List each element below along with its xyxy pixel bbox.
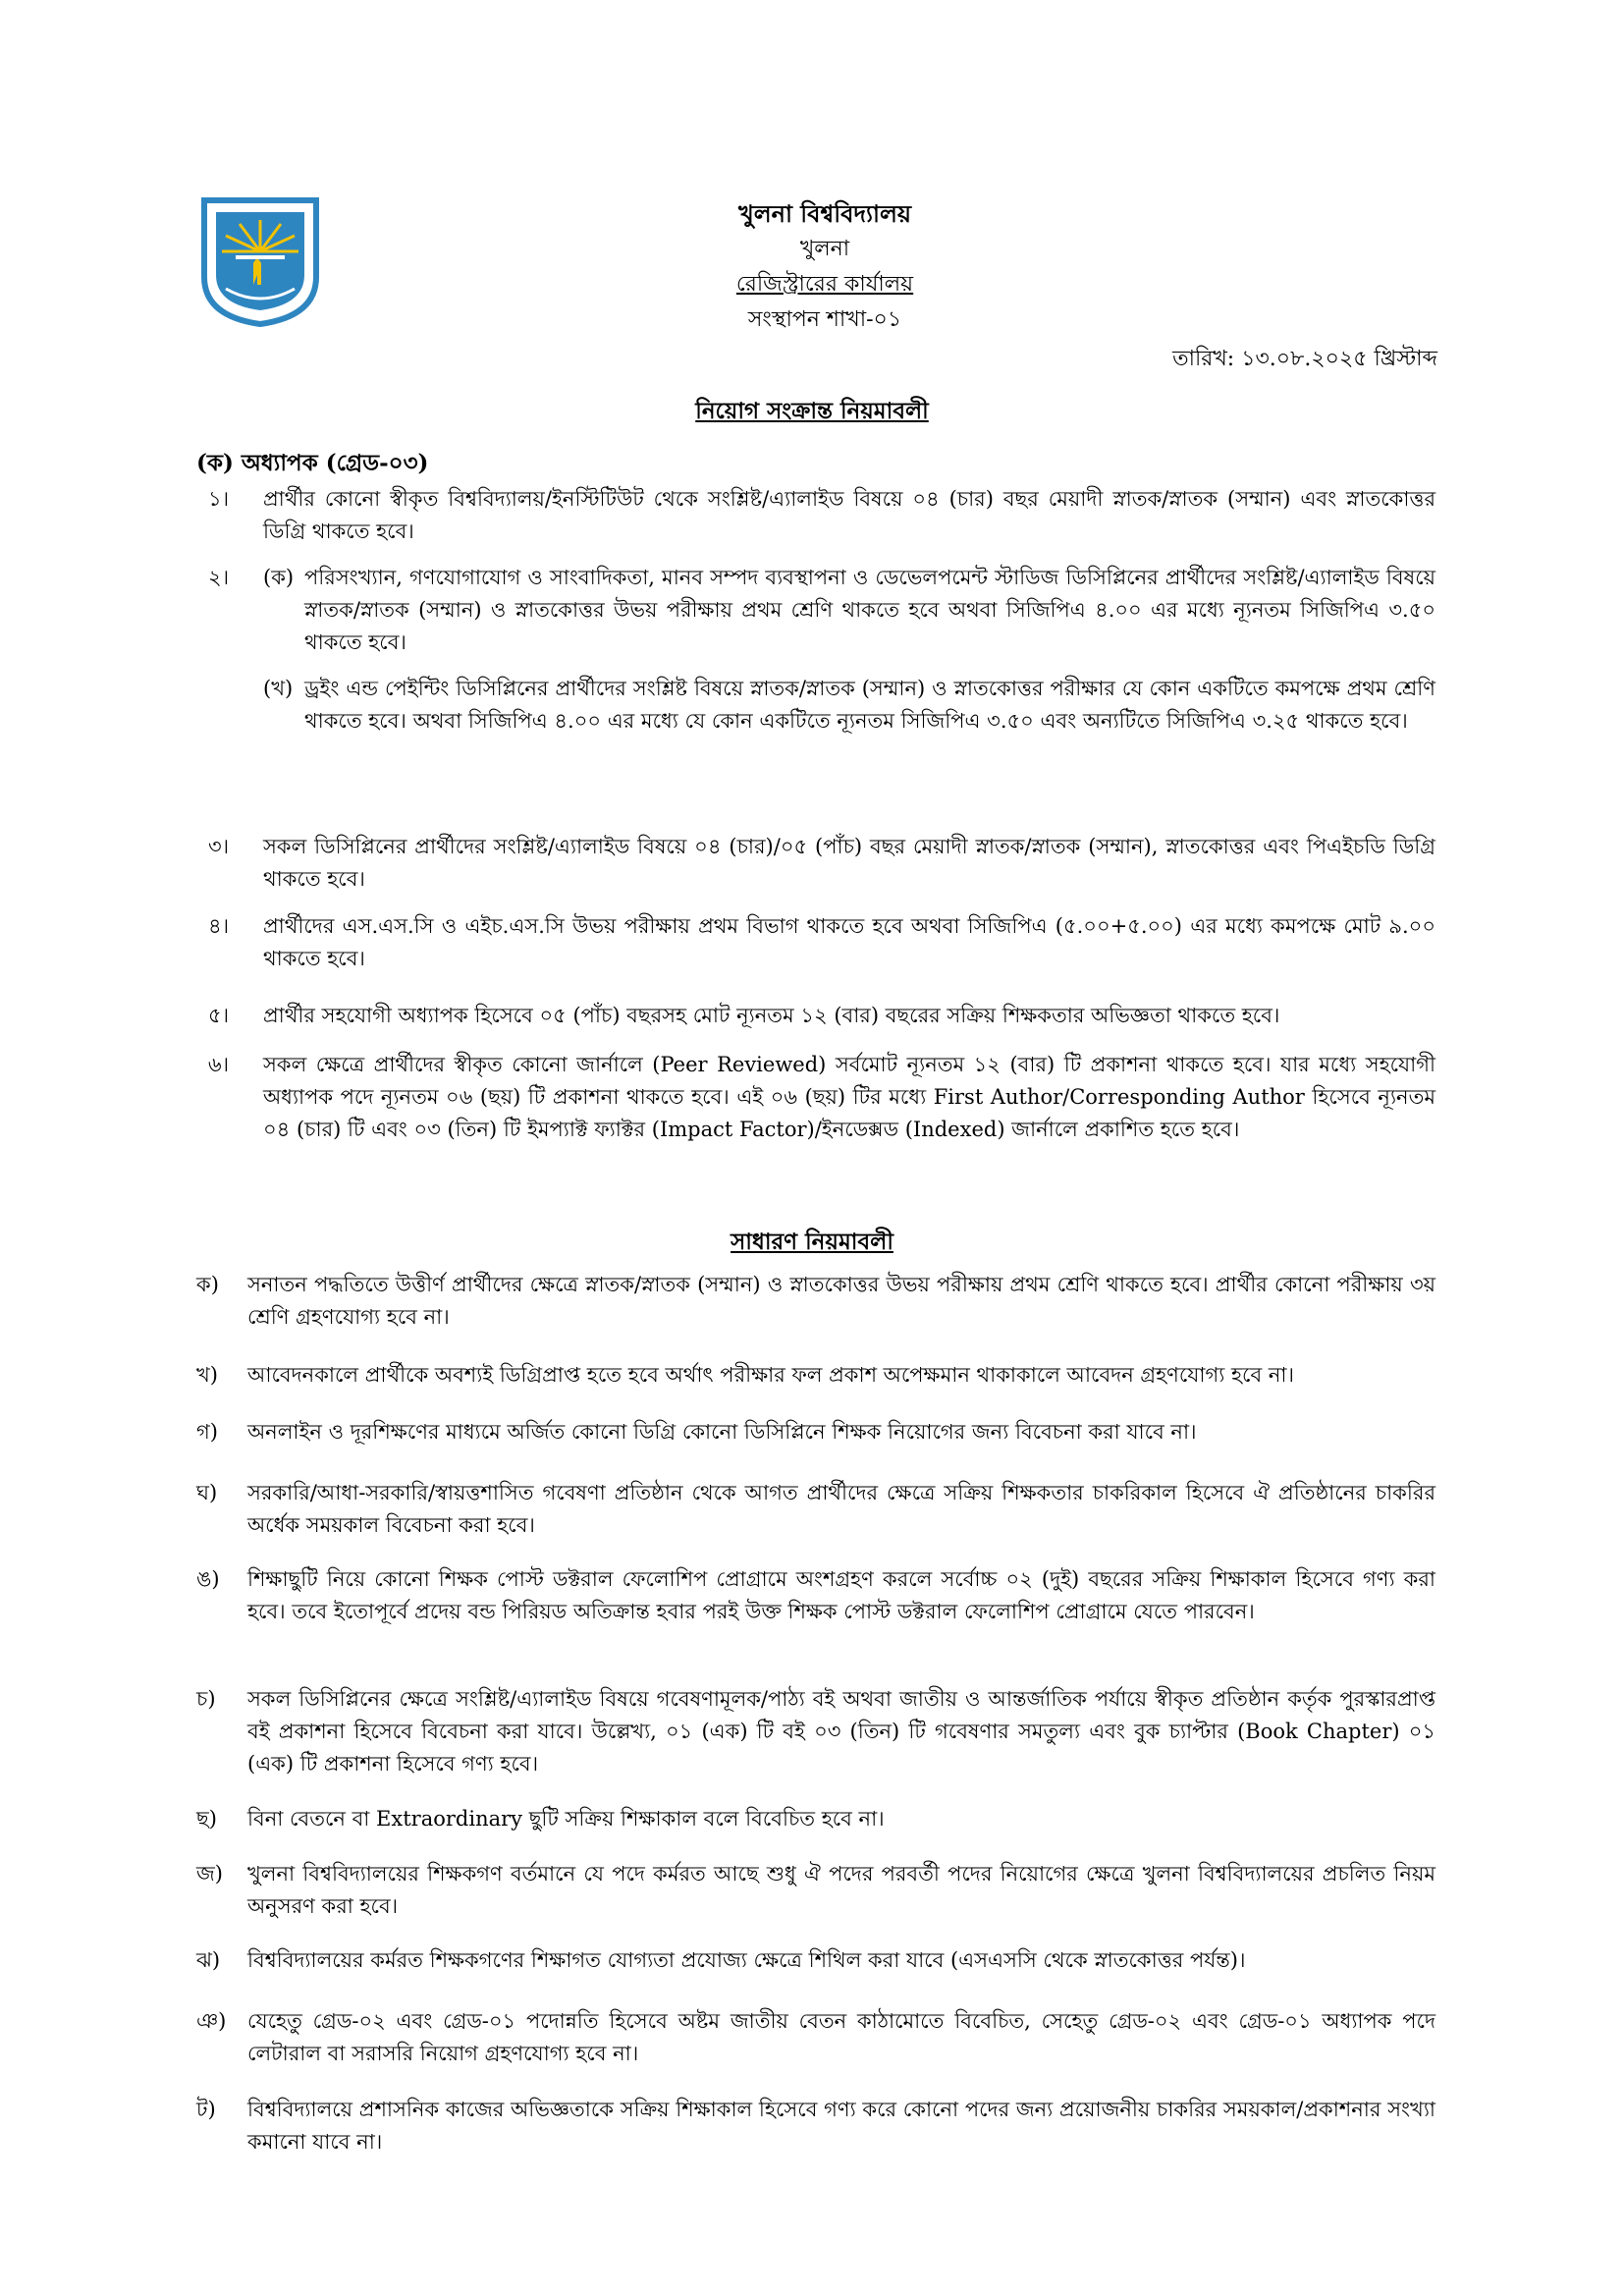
item-number: ২। (208, 566, 230, 589)
item-number: খ) (196, 1363, 218, 1387)
item-number: ঙ) (196, 1567, 220, 1591)
issue-date: তারিখ: ১৩.০৮.২০২৫ খ্রিস্টাব্দ (1172, 347, 1437, 371)
section-heading: (ক) অধ্যাপক (গ্রেড-০৩) (196, 450, 429, 476)
document-title: নিয়োগ সংক্রান্ত নিয়মাবলী (695, 398, 929, 424)
item-number: ঝ) (196, 1948, 221, 1972)
item-text: সকল ডিসিপ্লিনের ক্ষেত্রে সংশ্লিষ্ট/এ্যালাইড বিষয়ে গবেষণামূলক/পাঠ্য বই অথবা জাতীয় ও আন্তর্জাতিক পর্যায়ে স্বীকৃত প্রতিষ্ঠান কর্তৃক পুরস্কারপ্রাপ্ত বই প্রকাশনা হিসেবে বিবেচনা করা যাবে। উল্লেখ্য, ০১ (এক) টি বই ০৩ (তিন) টি গবেষণার সমতুল্য এবং বুক চ্যাপ্টার (Book Chapter) ০১ (এক) টি প্রকাশনা হিসেবে গণ্য হবে। (247, 1687, 1435, 1776)
university-name: খুলনা বিশ্ববিদ্যালয় (738, 199, 911, 228)
letterhead (550, 196, 1100, 338)
item-text: সনাতন পদ্ধতিতে উত্তীর্ণ প্রার্থীদের ক্ষেত্রে স্নাতক/স্নাতক (সম্মান) ও স্নাতকোত্তর উভয় পরীক্ষায় প্রথম শ্রেণি থাকতে হবে। প্রার্থীর কোনো পরীক্ষায় ৩য় শ্রেণি গ্রহণযোগ্য হবে না। (247, 1273, 1435, 1329)
general-rules-title: সাধারণ নিয়মাবলী (731, 1229, 893, 1255)
item-text: সকল ডিসিপ্লিনের প্রার্থীদের সংশ্লিষ্ট/এ্যালাইড বিষয়ে ০৪ (চার)/০৫ (পাঁচ) বছর মেয়াদী স্নাতক/স্নাতক (সম্মান), স্নাতকোত্তর এবং পিএইচডি ডিগ্রি থাকতে হবে। (263, 835, 1435, 891)
khulna-university-seal-icon (196, 194, 324, 328)
item-text: শিক্ষাছুটি নিয়ে কোনো শিক্ষক পোস্ট ডক্টরাল ফেলোশিপ প্রোগ্রামে অংশগ্রহণ করলে সর্বোচ্চ ০২ (দুই) বছরের সক্রিয় শিক্ষাকাল হিসেবে গণ্য করা হবে। তবে ইতোপূর্বে প্রদেয় বন্ড পিরিয়ড অতিক্রান্ত হবার পরই উক্ত শিক্ষক পোস্ট ডক্টরাল ফেলোশিপ প্রোগ্রামে যেতে পারবেন। (247, 1567, 1435, 1623)
list-item (196, 1477, 1435, 1542)
item-text: সকল ক্ষেত্রে প্রার্থীদের স্বীকৃত কোনো জার্নালে (Peer Reviewed) সর্বমোট ন্যূনতম ১২ (বার) টি প্রকাশনা থাকতে হবে। যার মধ্যে সহযোগী অধ্যাপক পদে ন্যূনতম ০৬ (ছয়) টি প্রকাশনা থাকতে হবে। এই ০৬ (ছয়) টির মধ্যে First Author/Corresponding Author হিসেবে ন্যূনতম ০৪ (চার) টি এবং ০৩ (তিন) টি ইমপ্যাক্ট ফ্যাক্টর (Impact Factor)/ইনডেক্সড (Indexed) জার্নালে প্রকাশিত হতে হবে। (263, 1053, 1435, 1141)
list-item (196, 1944, 1435, 1977)
branch-name: সংস্থাপন শাখা-০১ (747, 307, 902, 332)
list-item (196, 1049, 1435, 1146)
list-item (196, 1858, 1435, 1923)
list-item (196, 1803, 1435, 1835)
item-number: চ) (196, 1687, 216, 1711)
item-number: জ) (196, 1862, 223, 1886)
item-text: যেহেতু গ্রেড-০২ এবং গ্রেড-০১ পদোন্নতি হিসেবে অষ্টম জাতীয় বেতন কাঠামোতে বিবেচিত, সেহেতু গ্রেড-০২ এবং গ্রেড-০১ অধ্যাপক পদে লেটারাল বা সরাসরি নিয়োগ গ্রহণযোগ্য হবে না। (247, 2009, 1435, 2065)
list-item (196, 1416, 1435, 1449)
item-text: সরকারি/আধা-সরকারি/স্বায়ত্তশাসিত গবেষণা প্রতিষ্ঠান থেকে আগত প্রার্থীদের ক্ষেত্রে সক্রিয় শিক্ষকতার চাকরিকাল হিসেবে ঐ প্রতিষ্ঠানের চাকরির অর্ধেক সময়কাল বিবেচনা করা হবে। (247, 1481, 1435, 1537)
item-text: বিশ্ববিদ্যালয়ে প্রশাসনিক কাজের অভিজ্ঞতাকে সক্রিয় শিক্ষাকাল হিসেবে গণ্য করে কোনো পদের জন্য প্রয়োজনীয় চাকরির সময়কাল/প্রকাশনার সংখ্যা কমানো যাবে না। (247, 2098, 1435, 2154)
list-item (196, 483, 1435, 548)
item-number: ঘ) (196, 1481, 218, 1504)
list-item (196, 1563, 1435, 1628)
item-number: ১। (208, 487, 230, 511)
list-item (196, 1269, 1435, 1334)
item-text: বিনা বেতনে বা Extraordinary ছুটি সক্রিয় শিক্ষাকাল বলে বিবেচিত হবে না। (247, 1807, 885, 1831)
item-number: ক) (196, 1273, 219, 1296)
item-text: আবেদনকালে প্রার্থীকে অবশ্যই ডিগ্রিপ্রাপ্ত হতে হবে অর্থাৎ পরীক্ষার ফল প্রকাশ অপেক্ষমান থাকাকালে আবেদন গ্রহণযোগ্য হবে না। (247, 1363, 1294, 1387)
sub-item (263, 673, 1435, 738)
list-item (196, 2094, 1435, 2159)
item-text: প্রার্থীদের এস.এস.সি ও এইচ.এস.সি উভয় পরীক্ষায় প্রথম বিভাগ থাকতে হবে অথবা সিজিপিএ (৫.০০+৫.০০) এর মধ্যে কমপক্ষে মোট ৯.০০ থাকতে হবে। (263, 914, 1435, 970)
item-text: খুলনা বিশ্ববিদ্যালয়ের শিক্ষকগণ বর্তমানে যে পদে কর্মরত আছে শুধু ঐ পদের পরবর্তী পদের নিয়োগের ক্ষেত্রে খুলনা বিশ্ববিদ্যালয়ের প্রচলিত নিয়ম অনুসরণ করা হবে। (247, 1862, 1435, 1918)
item-number: ছ) (196, 1807, 217, 1831)
list-item (196, 1359, 1435, 1392)
item-number: গ) (196, 1420, 218, 1444)
item-text: প্রার্থীর কোনো স্বীকৃত বিশ্ববিদ্যালয়/ইনস্টিটিউট থেকে সংশ্লিষ্ট/এ্যালাইড বিষয়ে ০৪ (চার) বছর মেয়াদী স্নাতক/স্নাতক (সম্মান) এবং স্নাতকোত্তর ডিগ্রি থাকতে হবে। (263, 487, 1435, 543)
item-number: ৩। (208, 835, 230, 858)
list-item (196, 2005, 1435, 2070)
item-text: প্রার্থীর সহযোগী অধ্যাপক হিসেবে ০৫ (পাঁচ) বছরসহ মোট ন্যূনতম ১২ (বার) বছরের সক্রিয় শিক্ষকতার অভিজ্ঞতা থাকতে হবে। (263, 1004, 1280, 1027)
list-item (196, 1000, 1435, 1032)
list-item (196, 562, 1435, 738)
item-number: ট) (196, 2098, 216, 2121)
sub-item-marker: (ক) (263, 566, 295, 589)
item-number: ৪। (208, 914, 230, 938)
item-text: বিশ্ববিদ্যালয়ের কর্মরত শিক্ষকগণের শিক্ষাগত যোগ্যতা প্রযোজ্য ক্ষেত্রে শিথিল করা যাবে (এসএসসি থেকে স্নাতকোত্তর পর্যন্ত)। (247, 1948, 1246, 1972)
city-name: খুলনা (799, 237, 850, 261)
item-text: অনলাইন ও দূরশিক্ষণের মাধ্যমে অর্জিত কোনো ডিগ্রি কোনো ডিসিপ্লিনে শিক্ষক নিয়োগের জন্য বিবেচনা করা যাবে না। (247, 1420, 1197, 1444)
list-item (196, 910, 1435, 975)
list-item (196, 831, 1435, 896)
item-number: ৬। (208, 1053, 230, 1076)
sub-item-text: ড্রইং এন্ড পেইন্টিং ডিসিপ্লিনের প্রার্থীদের সংশ্লিষ্ট বিষয়ে স্নাতক/স্নাতক (সম্মান) ও স্নাতকোত্তর পরীক্ষার যে কোন একটিতে কমপক্ষে প্রথম শ্রেণি থাকতে হবে। অথবা সিজিপিএ ৪.০০ এর মধ্যে যে কোন একটিতে ন্যূনতম সিজিপিএ ৩.৫০ এবং অন্যটিতে সিজিপিএ ৩.২৫ থাকতে হবে। (304, 677, 1435, 733)
sub-item-text: পরিসংখ্যান, গণযোগাযোগ ও সাংবাদিকতা, মানব সম্পদ ব্যবস্থাপনা ও ডেভেলপমেন্ট স্টাডিজ ডিসিপ্লিনের প্রার্থীদের সংশ্লিষ্ট/এ্যালাইড বিষয়ে স্নাতক/স্নাতক (সম্মান) ও স্নাতকোত্তর উভয় পরীক্ষায় প্রথম শ্রেণি থাকতে হবে অথবা সিজিপিএ ৪.০০ এর মধ্যে ন্যূনতম সিজিপিএ ৩.৫০ থাকতে হবে। (304, 566, 1435, 654)
sub-item-marker: (খ) (263, 677, 294, 700)
list-item (196, 1683, 1435, 1780)
office-name: রেজিস্ট্রারের কার্যালয় (735, 272, 914, 297)
item-number: ঞ) (196, 2009, 227, 2033)
sub-item (263, 562, 1435, 659)
item-number: ৫। (208, 1004, 230, 1027)
